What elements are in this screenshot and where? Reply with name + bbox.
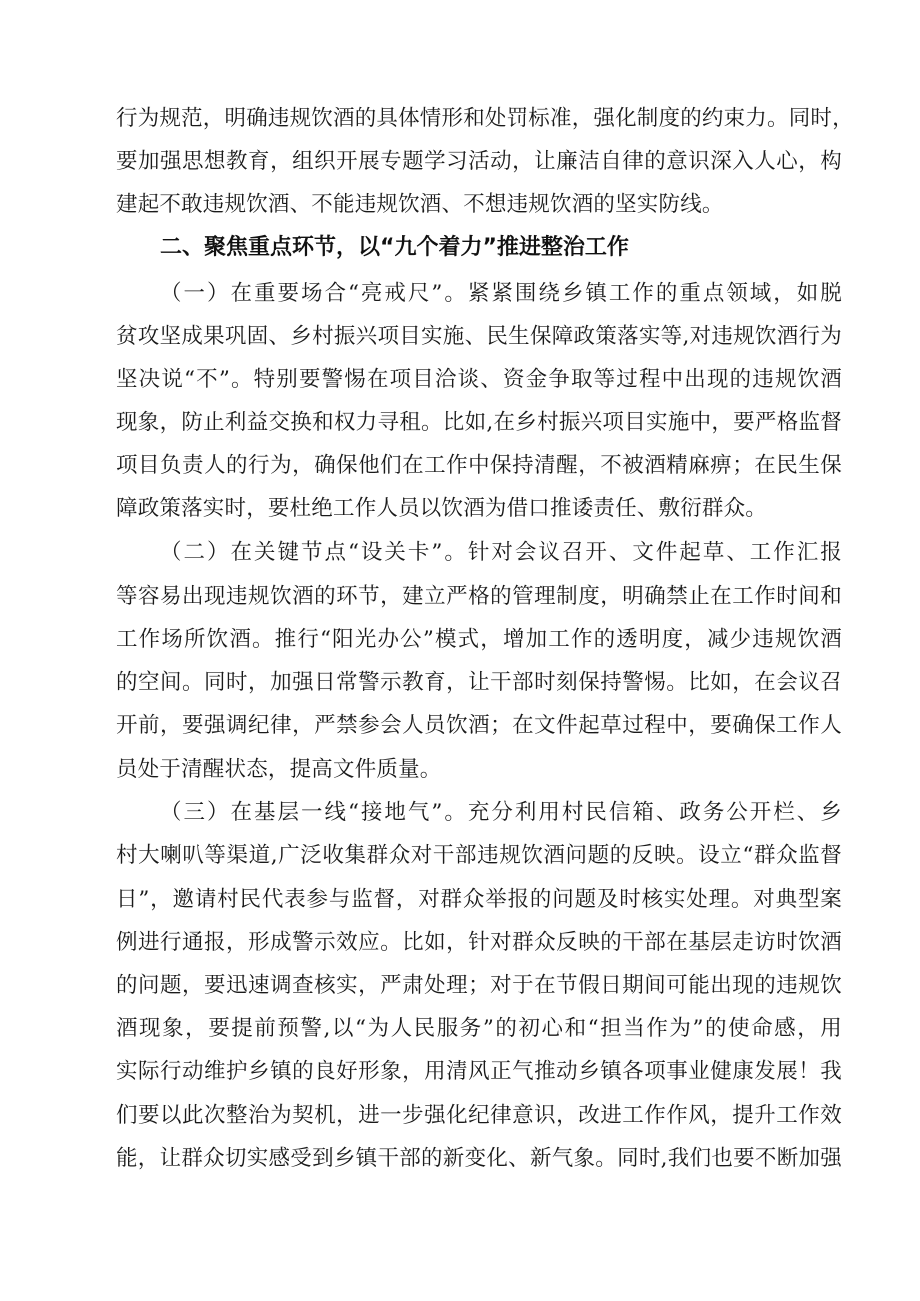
para2-line-1: （二）在关键节点“设关卡”。针对会议召开、文件起草、工作汇报 [160, 540, 842, 565]
intro-line-1: 行为规范，明确违规饮酒的具体情形和处罚标准，强化制度的约束力。同时， [116, 106, 854, 131]
para3-line-3: 日”，邀请村民代表参与监督，对群众举报的问题及时核实处理。对典型案 [116, 887, 842, 912]
para3-line-1: （三）在基层一线“接地气”。充分利用村民信箱、政务公开栏、乡 [160, 800, 842, 825]
para3-line-5: 的问题，要迅速调查核实，严肃处理；对于在节假日期间可能出现的违规饮 [116, 973, 842, 998]
para3-line-7: 实际行动维护乡镇的良好形象，用清风正气推动乡镇各项事业健康发展！我 [116, 1059, 842, 1084]
section-heading: 二、聚焦重点环节，以“九个着力”推进整治工作 [160, 235, 629, 260]
para1-line-4: 现象，防止利益交换和权力寻租。比如,在乡村振兴项目实施中，要严格监督 [116, 410, 842, 435]
para2-line-3: 工作场所饮酒。推行“阳光办公”模式，增加工作的透明度，减少违规饮酒 [116, 627, 842, 652]
para2-line-5: 开前，要强调纪律，严禁参会人员饮酒；在文件起草过程中，要确保工作人 [116, 713, 842, 738]
para1-line-1: （一）在重要场合“亮戒尺”。紧紧围绕乡镇工作的重点领域，如脱 [160, 281, 842, 306]
para2-line-6: 员处于清醒状态，提高文件质量。 [116, 757, 442, 782]
para1-line-2: 贫攻坚成果巩固、乡村振兴项目实施、民生保障政策落实等,对违规饮酒行为 [116, 324, 842, 349]
para2-line-4: 的空间。同时，加强日常警示教育，让干部时刻保持警惕。比如，在会议召 [116, 670, 842, 695]
para3-line-4: 例进行通报，形成警示效应。比如，针对群众反映的干部在基层走访时饮酒 [116, 930, 842, 955]
para3-line-6: 酒现象，要提前预警,以“为人民服务”的初心和“担当作为”的使命感，用 [116, 1016, 842, 1041]
para3-line-2: 村大喇叭等渠道,广泛收集群众对干部违规饮酒问题的反映。设立“群众监督 [116, 843, 842, 868]
para2-line-2: 等容易出现违规饮酒的环节，建立严格的管理制度，明确禁止在工作时间和 [116, 584, 842, 609]
para3-line-8: 们要以此次整治为契机，进一步强化纪律意识，改进工作作风，提升工作效 [116, 1103, 842, 1128]
para3-line-9: 能，让群众切实感受到乡镇干部的新变化、新气象。同时,我们也要不断加强 [116, 1146, 842, 1171]
para1-line-5: 项目负责人的行为，确保他们在工作中保持清醒，不被酒精麻痹；在民生保 [116, 453, 842, 478]
para1-line-6: 障政策落实时，要杜绝工作人员以饮酒为借口推诿责任、敷衍群众。 [116, 496, 768, 521]
para1-line-3: 坚决说“不”。特别要警惕在项目洽谈、资金争取等过程中出现的违规饮酒 [116, 367, 842, 392]
intro-line-2: 要加强思想教育，组织开展专题学习活动，让廉洁自律的意识深入人心，构 [116, 149, 842, 174]
intro-line-3: 建起不敢违规饮酒、不能违规饮酒、不想违规饮酒的坚实防线。 [116, 192, 724, 217]
